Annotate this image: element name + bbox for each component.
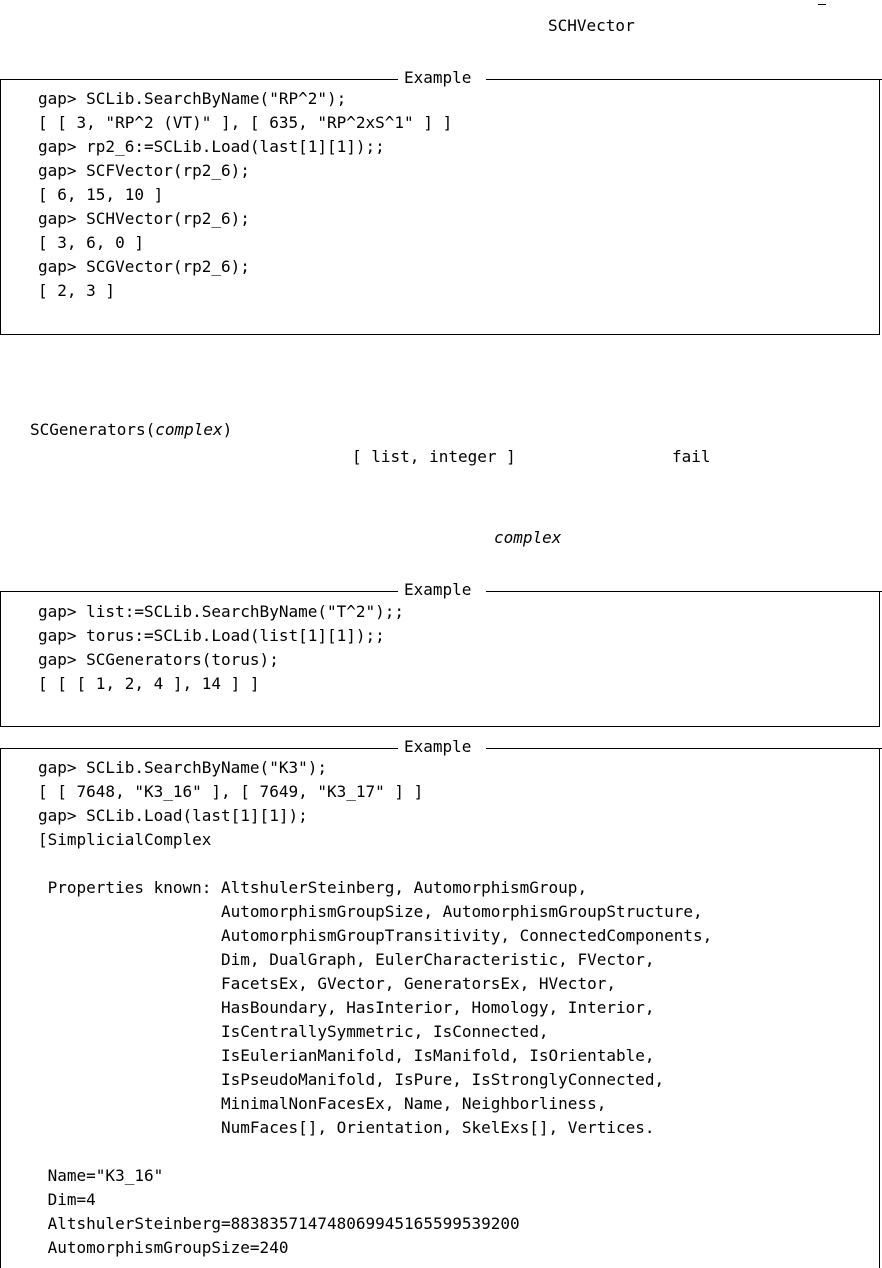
code-line: gap> SCHVector(rp2_6);	[38, 209, 250, 228]
function-signature	[30, 418, 232, 442]
code-line: [ [ 3, "RP^2 (VT)" ], [ 635, "RP^2xS^1" ] ]	[38, 113, 453, 132]
code-line	[38, 852, 712, 876]
example-1-code	[38, 87, 452, 303]
code-line: [SimplicialComplex	[38, 830, 212, 849]
code-line: gap> list:=SCLib.SearchByName("T^2");;	[38, 602, 405, 621]
code-line: gap> SCLib.Load(last[1][1]);	[38, 806, 308, 825]
code-line: gap> SCGVector(rp2_6);	[38, 257, 250, 276]
code-line: [ 6, 15, 10 ]	[38, 185, 164, 204]
code-line: FacetsEx, GVector, GeneratorsEx, HVector,	[38, 974, 616, 993]
code-line: AutomorphismGroupSize, AutomorphismGroupStructure,	[38, 902, 703, 921]
example-3-label: Example	[404, 737, 472, 756]
example-2-code	[38, 600, 404, 696]
code-line: IsPseudoManifold, IsPure, IsStronglyConnected,	[38, 1070, 665, 1089]
function-argument: complex	[155, 420, 223, 439]
code-line: Properties known: AltshulerSteinberg, AutomorphismGroup,	[38, 878, 588, 897]
code-line: Name="K3_16"	[38, 1166, 164, 1185]
function-close-paren: )	[222, 420, 233, 439]
code-line: gap> SCLib.SearchByName("K3");	[38, 758, 327, 777]
code-line: NumFaces[], Orientation, SkelExs[], Vertices.	[38, 1118, 655, 1137]
code-line: Dim=4	[38, 1190, 96, 1209]
code-line: gap> SCFVector(rp2_6);	[38, 161, 250, 180]
code-line: gap> torus:=SCLib.Load(list[1][1]);;	[38, 626, 385, 645]
code-line: [ 3, 6, 0 ]	[38, 233, 144, 252]
argument-reference: complex	[494, 528, 562, 547]
example-1-label: Example	[404, 68, 472, 87]
code-line: IsCentrallySymmetric, IsConnected,	[38, 1022, 549, 1041]
returns-fail: fail	[672, 447, 711, 466]
running-title: SCHVector	[548, 16, 635, 35]
header-corner-mark	[818, 0, 826, 5]
returns-type: [ list, integer ]	[352, 447, 516, 466]
code-line: Dim, DualGraph, EulerCharacteristic, FVector,	[38, 950, 655, 969]
code-line: gap> rp2_6:=SCLib.Load(last[1][1]);;	[38, 137, 385, 156]
example-3-code	[38, 756, 712, 1260]
code-line: AltshulerSteinberg=883835714748069945165599539200	[38, 1214, 520, 1233]
code-line: [ [ [ 1, 2, 4 ], 14 ] ]	[38, 674, 260, 693]
code-line: gap> SCGenerators(torus);	[38, 650, 279, 669]
function-name: SCGenerators(	[30, 420, 156, 439]
example-2-label: Example	[404, 580, 472, 599]
code-line	[38, 1140, 712, 1164]
code-line: [ [ 7648, "K3_16" ], [ 7649, "K3_17" ] ]	[38, 782, 424, 801]
code-line: HasBoundary, HasInterior, Homology, Interior,	[38, 998, 655, 1017]
code-line: IsEulerianManifold, IsManifold, IsOrientable,	[38, 1046, 655, 1065]
code-line: [ 2, 3 ]	[38, 281, 116, 300]
code-line: AutomorphismGroupTransitivity, ConnectedComponents,	[38, 926, 713, 945]
code-line: MinimalNonFacesEx, Name, Neighborliness,	[38, 1094, 607, 1113]
code-line: AutomorphismGroupSize=240	[38, 1238, 289, 1257]
code-line: gap> SCLib.SearchByName("RP^2");	[38, 89, 347, 108]
